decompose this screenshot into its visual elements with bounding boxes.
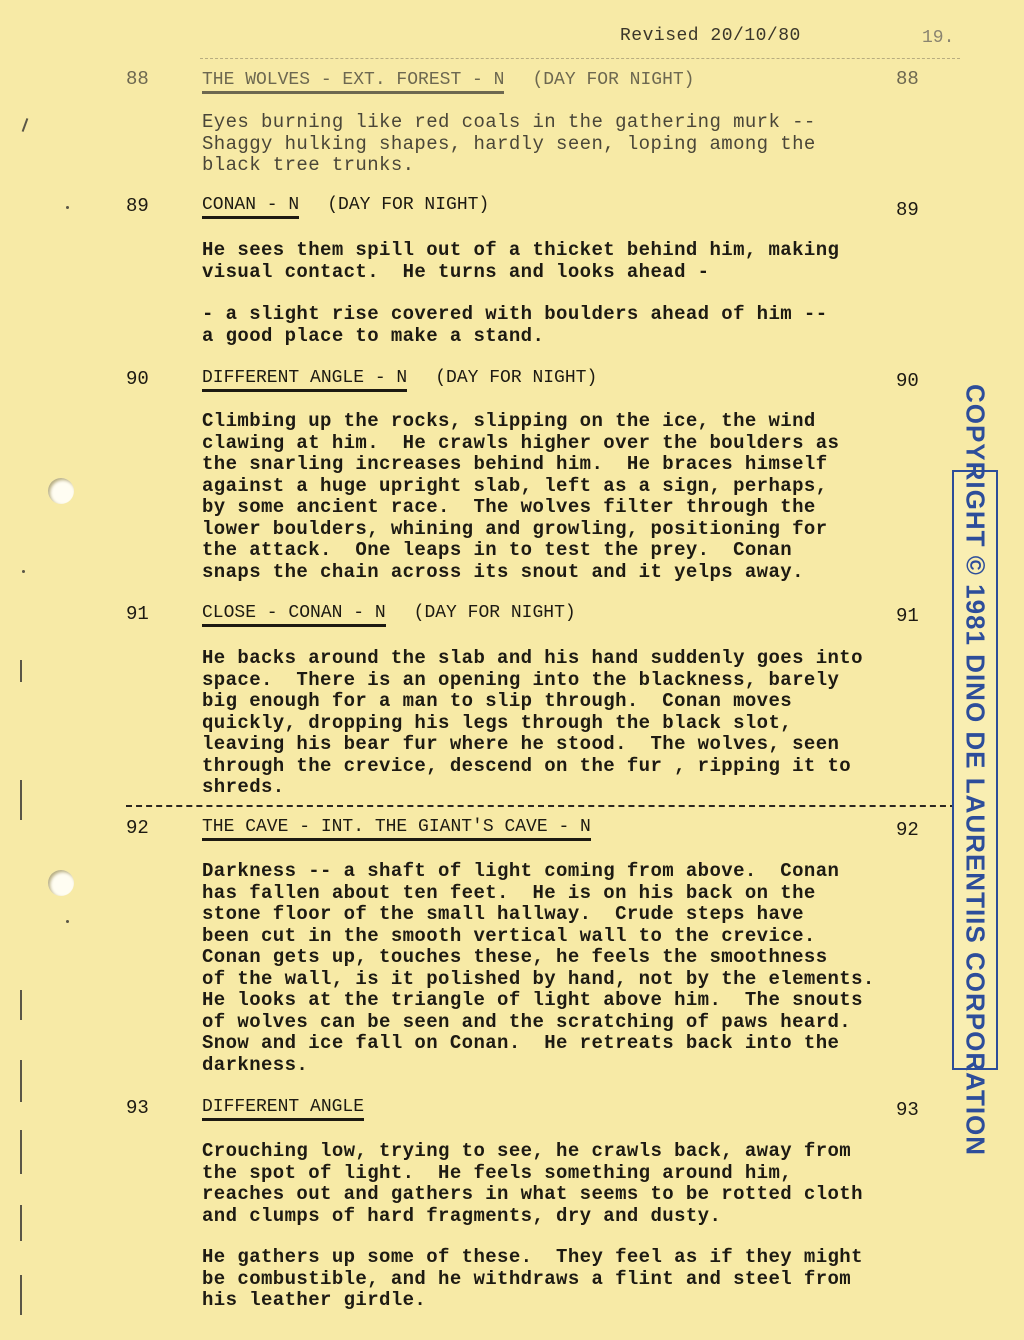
action-paragraph: Eyes burning like red coals in the gathering murk -- Shaggy hulking shapes, hardly seen, loping among the black tree trunks.: [202, 111, 816, 176]
scene-number-right: 89: [896, 199, 919, 221]
margin-mark: [22, 118, 29, 132]
margin-dot: [66, 206, 69, 209]
scene-number-right: 90: [896, 370, 919, 392]
scene-heading-text: THE CAVE - INT. THE GIANT'S CAVE - N: [202, 817, 591, 841]
action-paragraph: Climbing up the rocks, slipping on the ice, the wind clawing at him. He crawls higher over the boulders as the snarling increases behind him. He braces himself against a huge upright slab, left as a sign, perhaps, by some ancient race. The wolves filter through the lower boulders, whining and growling, positioning for the attack. One leaps in to test the prey. Conan snaps the chain across its snout and it yelps away.: [202, 410, 840, 583]
scene-number-right: 92: [896, 819, 919, 841]
action-paragraph: - a slight rise covered with boulders ahead of him -- a good place to make a stand.: [202, 303, 828, 347]
action-paragraph: He backs around the slab and his hand suddenly goes into space. There is an opening into the blackness, barely big enough for a man to slip through. Conan moves quickly, dropping his legs through the black slot, leaving his bear fur where he stood. The wolves, seen through the crevice, descend on the fur , ripping it to shreds.: [202, 647, 863, 798]
margin-mark: [20, 1205, 22, 1241]
margin-mark: [20, 1060, 22, 1102]
scene-heading-note: (DAY FOR NIGHT): [413, 603, 576, 623]
copyright-stamp-text: COPYRIGHT © 1981 DINO DE LAURENTIIS CORPORATION: [960, 383, 991, 1157]
page-number: 19.: [922, 28, 955, 48]
margin-mark: [20, 660, 22, 682]
scene-heading: [202, 195, 489, 219]
margin-dot: [22, 570, 25, 573]
scene-heading-text: DIFFERENT ANGLE: [202, 1097, 364, 1121]
scene-heading: [202, 70, 694, 94]
scene-divider: [126, 805, 956, 807]
scene-heading: [202, 368, 597, 392]
scene-number-left: 93: [126, 1097, 149, 1119]
action-paragraph: Darkness -- a shaft of light coming from above. Conan has fallen about ten feet. He is on his back on the stone floor of the small hallway. Crude steps have been cut in the smooth vertical wall to the crevice. Conan gets up, touches these, he feels the smoothness of the wall, is it polished by hand, not by the elements. He looks at the triangle of light above him. The snouts of wolves can be seen and the scratching of paws heard. Snow and ice fall on Conan. He retreats back into the darkness.: [202, 860, 875, 1076]
scene-heading-text: DIFFERENT ANGLE - N: [202, 368, 407, 392]
margin-mark: [20, 1275, 22, 1315]
scene-number-left: 90: [126, 368, 149, 390]
scene-heading-text: CLOSE - CONAN - N: [202, 603, 386, 627]
scene-number-right: 91: [896, 605, 919, 627]
scene-number-left: 89: [126, 195, 149, 217]
scene-heading-text: THE WOLVES - EXT. FOREST - N: [202, 70, 504, 94]
margin-mark: [20, 780, 22, 820]
copyright-stamp: [952, 383, 998, 1157]
scene-heading-note: (DAY FOR NIGHT): [327, 195, 490, 215]
scene-heading-text: CONAN - N: [202, 195, 299, 219]
scene-number-right: 93: [896, 1099, 919, 1121]
punch-hole: [48, 478, 74, 504]
scene-heading: [202, 603, 576, 627]
scene-number-right: 88: [896, 68, 919, 90]
action-paragraph: He gathers up some of these. They feel as if they might be combustible, and he withdraws a flint and steel from his leather girdle.: [202, 1246, 863, 1311]
action-paragraph: He sees them spill out of a thicket behind him, making visual contact. He turns and looks ahead -: [202, 239, 840, 283]
margin-dot: [66, 920, 69, 923]
scene-heading: [202, 1097, 364, 1121]
action-paragraph: Crouching low, trying to see, he crawls back, away from the spot of light. He feels something around him, reaches out and gathers in what seems to be rotted cloth and clumps of hard fragments, dry and dusty.: [202, 1140, 863, 1227]
scene-heading: [202, 817, 591, 841]
scene-number-left: 91: [126, 603, 149, 625]
top-dashed-rule: [200, 58, 960, 59]
scene-number-left: 92: [126, 817, 149, 839]
revision-date: Revised 20/10/80: [620, 26, 801, 46]
scene-heading-note: (DAY FOR NIGHT): [532, 70, 695, 90]
margin-mark: [20, 990, 22, 1020]
margin-mark: [20, 1130, 22, 1174]
punch-hole: [48, 870, 74, 896]
scene-number-left: 88: [126, 68, 149, 90]
scene-heading-note: (DAY FOR NIGHT): [435, 368, 598, 388]
